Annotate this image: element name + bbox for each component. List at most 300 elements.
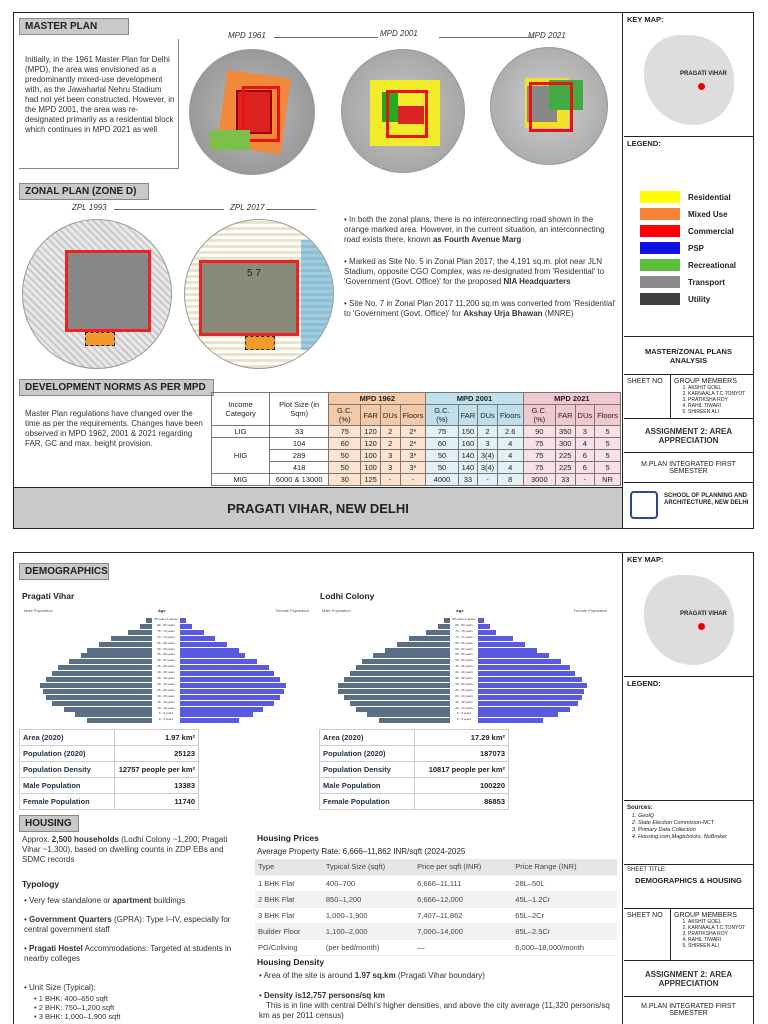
male-bar — [344, 695, 450, 700]
female-bar — [180, 630, 204, 635]
price-cell: 1 BHK Flat — [255, 875, 323, 891]
stat-label: Population (2020) — [320, 746, 415, 762]
unit-size-item: • 1 BHK: 400–650 sqft — [34, 994, 108, 1003]
norms-cell: 2 — [478, 426, 498, 438]
member-name: 3. PRATIKSHA ROY — [688, 397, 745, 403]
population-pyramid-lc — [322, 608, 607, 726]
stat-label: Population Density — [320, 762, 415, 778]
norms-subheader: FAR — [458, 405, 478, 426]
norms-cell: 30 — [329, 474, 361, 486]
norms-cell: 140 — [458, 462, 478, 474]
norms-subheader: DUs — [380, 405, 400, 426]
school-box — [624, 483, 753, 529]
norms-subheader: G.C. (%) — [426, 405, 458, 426]
norms-cell: 60 — [426, 438, 458, 450]
assignment-title: ASSIGNMENT 2: AREA APPRECIATION — [624, 419, 753, 453]
legend-box — [624, 677, 753, 801]
key-map-image — [644, 35, 734, 125]
norms-cell: 3 — [380, 462, 400, 474]
norms-cell: 120 — [361, 438, 381, 450]
stat-row — [320, 746, 509, 762]
norms-subheader: Floors — [595, 405, 621, 426]
norms-category: LIG — [212, 426, 270, 438]
legend-label: Recreational — [688, 260, 737, 270]
age-group-label: 5 - 9 years — [456, 711, 472, 716]
norms-plot-size: 104 — [270, 438, 329, 450]
age-group-label: 40 - 44 years — [455, 670, 473, 675]
key-map-box — [624, 553, 753, 677]
norms-plot-size: 418 — [270, 462, 329, 474]
age-group-label: 15 - 19 years — [157, 699, 175, 704]
age-group-label: 0 - 4 years — [456, 717, 472, 722]
male-bar — [438, 624, 450, 629]
age-group-label: 30 - 34 years — [157, 681, 175, 686]
female-bar — [180, 712, 253, 717]
male-bar — [426, 630, 450, 635]
male-bar — [356, 707, 450, 712]
male-bar — [69, 659, 152, 664]
sheet-title-label: SHEET TITLE: — [627, 867, 667, 873]
norms-plot-size: 6000 & 13000 — [270, 474, 329, 486]
legend-item — [640, 259, 736, 271]
price-cell: 45L–1.2Cr — [512, 891, 617, 907]
caption-line — [266, 209, 316, 210]
price-row — [255, 891, 617, 907]
male-bar — [40, 683, 152, 688]
price-row — [255, 907, 617, 923]
price-cell: PG/Coliving — [255, 939, 323, 955]
female-axis-label: Female Population — [573, 608, 607, 613]
housing-intro: Approx. 2,500 households (Lodhi Colony ~1,200; Pragati Vihar ~1,300), based on dwelling counts in ZDP EBs and SDMC records — [22, 835, 228, 864]
demographics-title: DEMOGRAPHICS — [19, 563, 109, 580]
map-zpl-2017 — [184, 219, 334, 369]
price-cell: — — [414, 939, 512, 955]
norms-row — [212, 438, 621, 450]
norms-cell: 3 — [478, 438, 498, 450]
male-bar — [409, 636, 450, 641]
norms-cell: 4 — [497, 438, 523, 450]
age-group-label: 65 - 69 years — [455, 640, 473, 645]
stat-label: Population Density — [20, 762, 115, 778]
norms-cell: 75 — [329, 426, 361, 438]
source-item: 4. Housing.com,Magicbricks, NoBroker — [638, 834, 727, 841]
location-marker-icon — [698, 623, 705, 630]
sheet-no-box — [624, 909, 753, 961]
female-bar — [478, 624, 490, 629]
legend-item — [640, 242, 704, 254]
price-cell: 28L–50L — [512, 875, 617, 891]
key-map-place-label: PRAGATI VIHAR — [680, 71, 727, 77]
price-cell: 6,666–11,111 — [414, 875, 512, 891]
female-bar — [478, 642, 525, 647]
stat-row — [20, 730, 199, 746]
norms-cell: - — [575, 474, 595, 486]
legend-swatch — [640, 191, 680, 203]
member-name: 5. SHIREEN ALI — [688, 409, 745, 415]
stat-label: Area (2020) — [20, 730, 115, 746]
sheet-no-label: SHEET NO — [627, 378, 663, 385]
norms-text: Master Plan regulations have changed over the time as per the requirements. Changes have been observed in MPD 1962, 2001 & 2021 regarding FAR, GC and max. height provision. — [25, 409, 203, 448]
stat-value: 11740 — [115, 794, 199, 810]
norms-cell: 125 — [361, 474, 381, 486]
norms-cell: 75 — [523, 462, 555, 474]
male-bar — [397, 642, 450, 647]
price-cell: 7,000–14,000 — [414, 923, 512, 939]
age-group-label: 35 - 39 years — [157, 676, 175, 680]
norms-group: MPD 2021 — [523, 393, 620, 405]
norms-subheader: FAR — [361, 405, 381, 426]
typology-item: • Government Quarters (GPRA): Type I–IV, especially for central government staff — [24, 915, 231, 934]
unit-size-list — [34, 994, 120, 1021]
male-bar — [75, 712, 152, 717]
zonal-bullet: • Marked as Site No. 5 in Zonal Plan 2017, the 4,191 sq.m. plot near JLN Stadium, opposite CGO Complex, was re-designated from 'Residential' to 'Government (Govt. Office)' for the proposed NIA Headquarters — [344, 257, 605, 286]
norms-group: MPD 1962 — [329, 393, 426, 405]
assignment-title: ASSIGNMENT 2: AREA APPRECIATION — [624, 961, 753, 997]
male-bar — [52, 701, 152, 706]
norms-row — [212, 474, 621, 486]
stat-row — [320, 762, 509, 778]
master-plan-box — [19, 39, 179, 169]
female-bar — [478, 689, 584, 694]
age-group-label: 85 years & above — [154, 617, 178, 621]
age-group-label: 80 - 84 years — [455, 622, 473, 627]
norms-cell: 2 — [380, 426, 400, 438]
norms-cell: 33 — [555, 474, 575, 486]
norms-category: MIG — [212, 474, 270, 486]
sheet2-main — [14, 553, 623, 1024]
age-group-label: 25 - 29 years — [157, 687, 175, 692]
member-name: 5. SHIREEN ALI — [688, 943, 745, 949]
norms-cell: 3* — [400, 462, 426, 474]
key-map-label: KEY MAP: — [627, 555, 664, 564]
source-item: 3. Primary Data Collection — [638, 827, 727, 834]
norms-cell: 3* — [400, 450, 426, 462]
age-group-label: 45 - 49 years — [455, 664, 473, 669]
norms-cell: 3 — [380, 450, 400, 462]
female-bar — [478, 718, 543, 723]
female-bar — [180, 624, 192, 629]
age-group-label: 30 - 34 years — [455, 681, 473, 686]
price-cell: 1,100–2,000 — [323, 923, 414, 939]
norms-cell: 6 — [575, 450, 595, 462]
female-bar — [180, 636, 215, 641]
norms-header: Plot Size (in Sqm) — [270, 393, 329, 426]
caption-line — [274, 37, 378, 38]
sheet-title-box — [624, 865, 753, 909]
male-bar — [385, 648, 450, 653]
age-group-label: 45 - 49 years — [157, 664, 175, 669]
norms-cell: 90 — [523, 426, 555, 438]
female-bar — [180, 642, 227, 647]
norms-cell: 225 — [555, 450, 575, 462]
caption-line — [439, 37, 534, 38]
female-bar — [180, 665, 269, 670]
age-group-label: 75 - 79 years — [455, 628, 473, 633]
map-caption-2021: MPD 2021 — [528, 31, 566, 40]
norms-cell: - — [380, 474, 400, 486]
price-cell: 85L–2.5Cr — [512, 923, 617, 939]
stat-label: Area (2020) — [320, 730, 415, 746]
location-marker-icon — [698, 83, 705, 90]
typology-title: Typology — [22, 879, 60, 889]
age-group-label: 70 - 74 years — [157, 634, 175, 639]
map-caption-2001: MPD 2001 — [380, 29, 418, 38]
unit-size-item: • 3 BHK: 1,000–1,900 sqft — [34, 1012, 121, 1021]
female-bar — [478, 683, 587, 688]
norms-cell: - — [400, 474, 426, 486]
norms-cell: 100 — [361, 462, 381, 474]
female-bar — [180, 648, 239, 653]
male-bar — [111, 636, 152, 641]
unit-size-title: • Unit Size (Typical): — [24, 983, 96, 992]
norms-group: MPD 2001 — [426, 393, 523, 405]
female-bar — [180, 618, 186, 623]
female-bar — [478, 671, 575, 676]
group-members-label: GROUP MEMBERS — [674, 912, 737, 919]
norms-plot-size: 289 — [270, 450, 329, 462]
norms-subheader: Floors — [400, 405, 426, 426]
price-cell: 6,666–12,000 — [414, 891, 512, 907]
norms-subheader: Floors — [497, 405, 523, 426]
norms-cell: 5 — [595, 426, 621, 438]
male-bar — [46, 695, 152, 700]
density-bullet-1: • Area of the site is around 1.97 sq.km (Pragati Vihar boundary) — [259, 971, 485, 980]
population-pyramid-pv — [24, 608, 309, 726]
female-bar — [478, 636, 513, 641]
legend-item — [640, 276, 725, 288]
male-bar — [46, 677, 152, 682]
norms-cell: 75 — [523, 438, 555, 450]
norms-subheader: DUs — [575, 405, 595, 426]
price-row — [255, 875, 617, 891]
map-mpd-1961 — [189, 49, 315, 175]
norms-cell: 4 — [497, 450, 523, 462]
typology-item: • Pragati Hostel Accommodations: Targeted at students in nearby colleges — [24, 944, 232, 963]
norms-cell: 5 — [595, 462, 621, 474]
norms-cell: NR — [595, 474, 621, 486]
zonal-bullet: • Site No. 7 in Zonal Plan 2017 11,200 sq.m was converted from 'Residential' to 'Government (Govt. Office)' for Akshay Urja Bhawan (MNRE) — [344, 299, 616, 318]
stat-value: 13383 — [115, 778, 199, 794]
norms-cell: 60 — [329, 438, 361, 450]
stat-label: Population (2020) — [20, 746, 115, 762]
group-members — [670, 375, 748, 418]
stat-label: Female Population — [320, 794, 415, 810]
legend-swatch — [640, 259, 680, 271]
male-bar — [338, 689, 450, 694]
age-group-label: 60 - 64 years — [157, 646, 175, 651]
map-caption-zpl-2017: ZPL 2017 — [230, 203, 265, 212]
price-cell: 1,000–1,900 — [323, 907, 414, 923]
stat-row — [320, 794, 509, 810]
age-group-label: 55 - 59 years — [157, 652, 175, 657]
male-bar — [81, 653, 152, 658]
sheet1-sidebar — [624, 13, 753, 528]
female-bar — [478, 659, 561, 664]
norms-cell: 50 — [426, 450, 458, 462]
female-bar — [180, 653, 245, 658]
source-item: 2. State Election Commision-NCT — [638, 820, 727, 827]
norms-cell: 75 — [523, 450, 555, 462]
norms-header: Income Category — [212, 393, 270, 426]
price-cell: (per bed/month) — [323, 939, 414, 955]
age-group-label: 50 - 54 years — [157, 658, 175, 663]
map-zpl-1993 — [22, 219, 172, 369]
price-header: Price Range (INR) — [512, 859, 617, 875]
price-cell: 65L–2Cr — [512, 907, 617, 923]
sheet-title: MASTER/ZONAL PLANS ANALYSIS — [624, 337, 753, 375]
price-cell: 6,000–18,000/month — [512, 939, 617, 955]
legend-label: Commercial — [688, 226, 734, 236]
age-group-label: 15 - 19 years — [455, 699, 473, 704]
legend-swatch — [640, 208, 680, 220]
age-group-label: 20 - 24 years — [157, 693, 175, 698]
female-bar — [478, 618, 484, 623]
norms-cell: 3000 — [523, 474, 555, 486]
zonal-bullets — [344, 215, 616, 319]
female-bar — [478, 665, 570, 670]
age-group-label: 75 - 79 years — [157, 628, 175, 633]
legend-label: Mixed Use — [688, 209, 728, 219]
age-group-label: 5 - 9 years — [158, 711, 174, 716]
norms-cell: 75 — [426, 426, 458, 438]
male-bar — [356, 665, 450, 670]
sources-list — [638, 813, 727, 841]
norms-cell: 2.6 — [497, 426, 523, 438]
age-group-label: 25 - 29 years — [455, 687, 473, 692]
member-name: 4. RAHIL TIWARI — [688, 937, 745, 943]
map-caption-zpl-1993: ZPL 1993 — [72, 203, 107, 212]
unit-size-item: • 2 BHK: 750–1,200 sqft — [34, 1003, 115, 1012]
group-members-label: GROUP MEMBERS — [674, 378, 737, 385]
housing-title: HOUSING — [19, 815, 79, 832]
female-bar — [180, 701, 274, 706]
legend-item — [640, 208, 728, 220]
male-bar — [58, 665, 152, 670]
female-bar — [180, 695, 280, 700]
stat-label: Male Population — [320, 778, 415, 794]
male-bar — [87, 718, 152, 723]
sheet1-main — [14, 13, 623, 528]
norms-row — [212, 426, 621, 438]
age-axis-label: Age — [456, 608, 464, 613]
norms-cell: 3(4) — [478, 450, 498, 462]
male-bar — [87, 648, 152, 653]
age-group-label: 40 - 44 years — [157, 670, 175, 675]
norms-plot-size: 33 — [270, 426, 329, 438]
stat-label: Male Population — [20, 778, 115, 794]
legend-swatch — [640, 225, 680, 237]
norms-cell: 2 — [380, 438, 400, 450]
legend-swatch — [640, 293, 680, 305]
price-cell: 7,407–11,862 — [414, 907, 512, 923]
age-group-label: 65 - 69 years — [157, 640, 175, 645]
legend-label: Residential — [688, 192, 731, 202]
norms-cell: - — [478, 474, 498, 486]
female-bar — [478, 701, 578, 706]
norms-cell: 8 — [497, 474, 523, 486]
price-cell: 850–1,200 — [323, 891, 414, 907]
key-map-image — [644, 575, 734, 665]
lc-title: Lodhi Colony — [320, 591, 375, 601]
male-bar — [379, 718, 450, 723]
stat-value: 100220 — [415, 778, 509, 794]
male-bar — [128, 630, 152, 635]
male-bar — [367, 712, 450, 717]
norms-title: DEVELOPMENT NORMS AS PER MPD — [19, 379, 214, 396]
sources-box — [624, 801, 753, 865]
norms-subheader: DUs — [478, 405, 498, 426]
norms-subheader: G.C. (%) — [329, 405, 361, 426]
spa-logo-icon — [630, 491, 658, 519]
male-bar — [99, 642, 152, 647]
norms-cell: 50 — [329, 462, 361, 474]
legend-title: LEGEND: — [627, 139, 661, 148]
member-name: 2. KARNAALA T.C.TONYOT — [688, 925, 745, 931]
density-title: Housing Density — [257, 957, 325, 967]
male-bar — [338, 683, 450, 688]
norms-cell: 350 — [555, 426, 575, 438]
sheet-demographics-housing — [13, 552, 754, 1024]
stat-value: 187073 — [415, 746, 509, 762]
norms-subheader: G.C. (%) — [523, 405, 555, 426]
male-bar — [350, 701, 450, 706]
age-group-label: 0 - 4 years — [158, 717, 174, 722]
price-header: Price per sqft (INR) — [414, 859, 512, 875]
norms-cell: 2* — [400, 438, 426, 450]
legend-title: LEGEND: — [627, 679, 661, 688]
course-label: M.PLAN INTEGRATED FIRST SEMESTER — [641, 1003, 736, 1017]
female-bar — [180, 659, 257, 664]
norms-cell: 33 — [458, 474, 478, 486]
key-map-place-label: PRAGATI VIHAR — [680, 611, 727, 617]
stat-row — [20, 746, 199, 762]
norms-cell: 3(4) — [478, 462, 498, 474]
stat-value: 12757 people per km² — [115, 762, 199, 778]
sheet-master-zonal — [13, 12, 754, 529]
male-axis-label: Male Population — [322, 608, 351, 613]
female-bar — [478, 648, 537, 653]
legend-item — [640, 225, 734, 237]
norms-cell: 50 — [329, 450, 361, 462]
age-group-label: 55 - 59 years — [455, 652, 473, 657]
norms-cell: 4 — [575, 438, 595, 450]
male-bar — [64, 707, 153, 712]
prices-title: Housing Prices — [257, 833, 319, 843]
female-bar — [180, 683, 286, 688]
female-bar — [478, 712, 558, 717]
price-row — [255, 939, 617, 955]
master-plan-title: MASTER PLAN — [19, 18, 129, 35]
sources-title: Sources: — [627, 805, 653, 811]
male-axis-label: Male Population — [24, 608, 53, 613]
legend-label: Utility — [688, 294, 711, 304]
map-mpd-2001 — [341, 49, 465, 173]
member-name: 1. AKSHIT GOEL — [688, 919, 745, 925]
sheet-title: DEMOGRAPHICS & HOUSING — [635, 876, 742, 885]
norms-cell: 225 — [555, 462, 575, 474]
male-bar — [140, 624, 152, 629]
male-bar — [362, 659, 451, 664]
female-bar — [478, 653, 549, 658]
legend-swatch — [640, 242, 680, 254]
norms-row — [212, 450, 621, 462]
norms-cell: 4 — [497, 462, 523, 474]
norms-cell: 6 — [575, 462, 595, 474]
stat-value: 1.97 km² — [115, 730, 199, 746]
map-site-label: 5 7 — [247, 268, 261, 279]
typology-list — [24, 896, 244, 973]
stat-value: 10817 people per km² — [415, 762, 509, 778]
